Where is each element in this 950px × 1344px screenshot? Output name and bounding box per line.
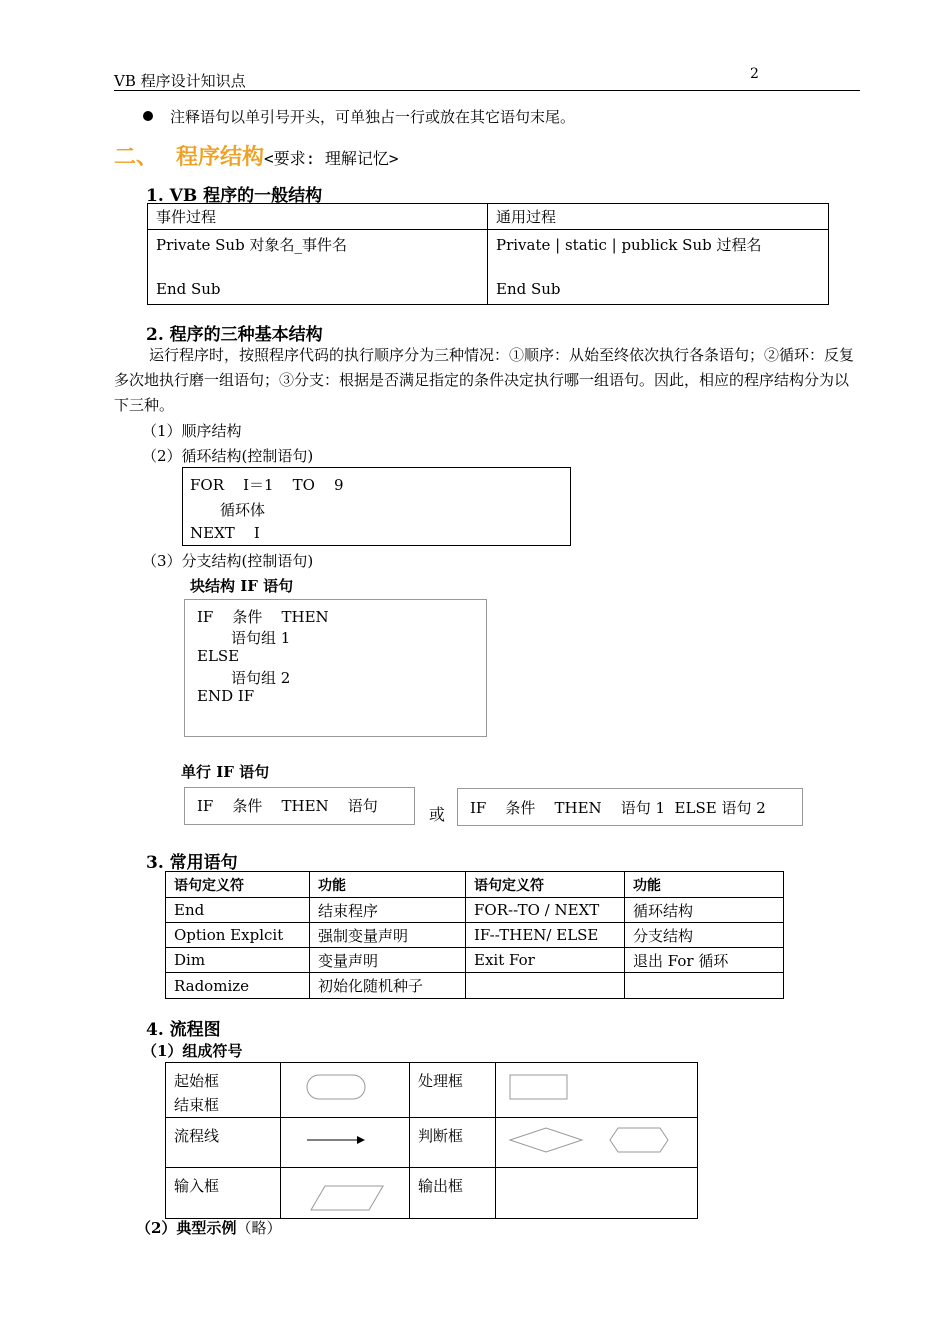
general-sub-line: Private | static | publick Sub 过程名 bbox=[496, 236, 762, 254]
table-cell: 分支结构 bbox=[625, 923, 784, 948]
section-heading bbox=[114, 140, 399, 171]
table-cell bbox=[466, 973, 625, 999]
col-header-function-1: 功能 bbox=[310, 872, 466, 898]
loop-code-box bbox=[182, 467, 571, 546]
bullet-icon bbox=[143, 111, 153, 121]
bullet-note: 注释语句以单引号开头，可单独占一行或放在其它语句末尾。 bbox=[170, 108, 576, 126]
table-cell: 结束程序 bbox=[310, 898, 466, 923]
general-procedure-cell bbox=[488, 230, 829, 305]
table-cell: 初始化随机种子 bbox=[310, 973, 466, 999]
general-end-sub: End Sub bbox=[496, 280, 561, 298]
section-number: 二、 bbox=[114, 145, 159, 170]
start-box-label: 起始框 bbox=[174, 1072, 220, 1090]
table-cell: FOR--TO / NEXT bbox=[466, 898, 625, 923]
table-cell: 强制变量声明 bbox=[310, 923, 466, 948]
s4-sub-components: （1）组成符号 bbox=[142, 1042, 243, 1060]
flowline-label: 流程线 bbox=[166, 1118, 281, 1168]
input-symbol-cell bbox=[281, 1168, 410, 1219]
terminal-symbol-cell bbox=[281, 1063, 410, 1118]
input-box-label: 输入框 bbox=[166, 1168, 281, 1219]
arrow-right-icon bbox=[281, 1118, 410, 1168]
s3-heading: 3. 常用语句 bbox=[146, 853, 238, 873]
col-header-statement-1: 语句定义符 bbox=[166, 872, 310, 898]
end-box-label: 结束框 bbox=[174, 1096, 220, 1114]
col-header-statement-2: 语句定义符 bbox=[466, 872, 625, 898]
s2-heading: 2. 程序的三种基本结构 bbox=[146, 325, 323, 345]
table-cell: Radomize bbox=[166, 973, 310, 999]
table-row bbox=[166, 973, 784, 999]
general-procedure-header: 通用过程 bbox=[488, 204, 829, 230]
block-if-box bbox=[184, 599, 487, 737]
table-cell: IF--THEN/ ELSE bbox=[466, 923, 625, 948]
s1-heading: 1. VB 程序的一般结构 bbox=[146, 186, 323, 206]
s2-item-sequence: （1）顺序结构 bbox=[142, 422, 242, 440]
common-statements-table bbox=[165, 871, 784, 999]
col-header-function-2: 功能 bbox=[625, 872, 784, 898]
page-number: 2 bbox=[750, 66, 759, 82]
table-cell: Option Explcit bbox=[166, 923, 310, 948]
table-cell: 循环结构 bbox=[625, 898, 784, 923]
single-if-a-text: IF 条件 THEN 语句 bbox=[197, 797, 378, 815]
block-if-line-3: ELSE bbox=[197, 647, 240, 665]
single-if-box-b bbox=[457, 788, 803, 826]
decision-box-label: 判断框 bbox=[410, 1118, 496, 1168]
decision-diamond-icon bbox=[496, 1118, 698, 1168]
loop-line-for: FOR I＝1 TO 9 bbox=[190, 476, 344, 494]
block-if-title: 块结构 IF 语句 bbox=[190, 577, 294, 595]
event-end-sub: End Sub bbox=[156, 280, 221, 298]
loop-line-next: NEXT I bbox=[190, 524, 260, 542]
or-text: 或 bbox=[429, 805, 446, 824]
header-title: VB 程序设计知识点 bbox=[114, 72, 246, 90]
block-if-line-5: END IF bbox=[197, 687, 255, 705]
output-symbol-cell bbox=[496, 1168, 698, 1219]
s4-sub-example-title: （2）典型示例 bbox=[136, 1219, 237, 1237]
table-cell: Dim bbox=[166, 948, 310, 973]
block-if-line-4: 语句组 2 bbox=[231, 669, 291, 687]
flowchart-symbols-table bbox=[165, 1062, 698, 1219]
section-title: 程序结构 bbox=[176, 145, 265, 170]
block-if-line-1: IF 条件 THEN bbox=[197, 608, 329, 626]
table-cell: End bbox=[166, 898, 310, 923]
table-cell: 退出 For 循环 bbox=[625, 948, 784, 973]
flowline-symbol-cell bbox=[281, 1118, 410, 1168]
process-symbol-icon bbox=[496, 1063, 698, 1114]
event-procedure-header: 事件过程 bbox=[148, 204, 488, 230]
loop-line-body: 循环体 bbox=[220, 501, 266, 519]
table-cell: Exit For bbox=[466, 948, 625, 973]
s2-paragraph: 运行程序时，按照程序代码的执行顺序分为三种情况：①顺序：从始至终依次执行各条语句；②循环：反复多次地执行磨一组语句；③分支：根据是否满足指定的条件决定执行哪一组语句。因此，相应的程序结构分为以下三种。 bbox=[114, 346, 855, 414]
s4-sub-example bbox=[136, 1217, 281, 1238]
table-row bbox=[166, 948, 784, 973]
block-if-line-2: 语句组 1 bbox=[231, 629, 291, 647]
s4-sub-example-note: （略） bbox=[236, 1219, 282, 1237]
single-if-b-text: IF 条件 THEN 语句 1 ELSE 语句 2 bbox=[470, 799, 766, 817]
header-rule bbox=[114, 90, 860, 91]
table-row bbox=[166, 898, 784, 923]
table-cell bbox=[625, 973, 784, 999]
table-row bbox=[166, 923, 784, 948]
s4-heading: 4. 流程图 bbox=[146, 1020, 221, 1040]
event-sub-line: Private Sub 对象名_事件名 bbox=[156, 236, 347, 254]
general-structure-table bbox=[147, 203, 829, 305]
section-requirement: <要求: 理解记忆> bbox=[264, 149, 399, 168]
process-box-label: 处理框 bbox=[410, 1063, 496, 1118]
start-end-label-cell bbox=[166, 1063, 281, 1118]
event-procedure-cell bbox=[148, 230, 488, 305]
single-if-title: 单行 IF 语句 bbox=[181, 763, 270, 781]
process-symbol-cell bbox=[496, 1063, 698, 1118]
output-box-label: 输出框 bbox=[410, 1168, 496, 1219]
decision-symbol-cell bbox=[496, 1118, 698, 1168]
input-parallelogram-icon bbox=[281, 1168, 410, 1219]
table-cell: 变量声明 bbox=[310, 948, 466, 973]
s2-item-loop: （2）循环结构(控制语句) bbox=[142, 447, 314, 465]
single-if-box-a bbox=[184, 787, 415, 825]
terminal-symbol-icon bbox=[281, 1063, 410, 1114]
s2-item-branch: （3）分支结构(控制语句) bbox=[142, 552, 314, 570]
